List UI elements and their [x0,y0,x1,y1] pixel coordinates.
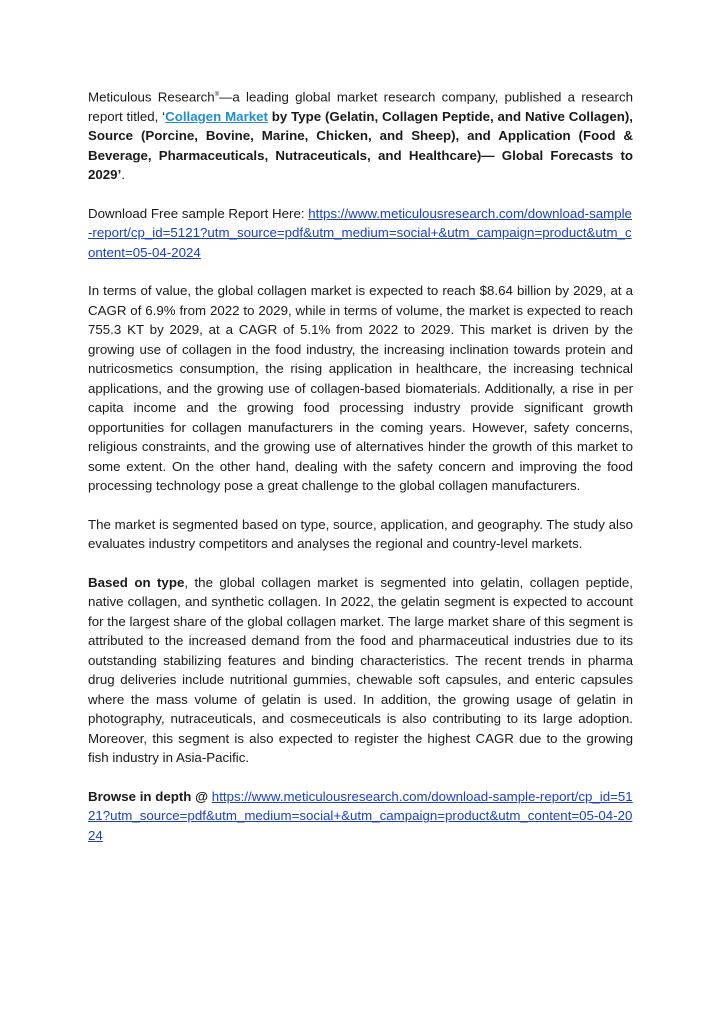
download-label: Download Free sample Report Here: [88,205,309,221]
intro-paragraph [88,86,633,185]
type-paragraph [88,573,633,768]
based-on-type-heading: Based on type [88,574,185,590]
download-sample-link[interactable]: https://www.meticulousresearch.com/download-sample-report/cp_id=5121?utm_source=pdf&utm_medium=social+&utm_campaign=product&utm_content=05-04-2024 [88,205,632,260]
collagen-market-link[interactable]: Collagen Market [165,108,268,124]
intro-text-2: —a leading global market research company, published a research report titled, ‘ [88,89,633,124]
browse-paragraph [88,787,633,846]
download-paragraph [88,204,633,263]
document-page [88,86,633,845]
browse-in-depth-link[interactable]: https://www.meticulousresearch.com/download-sample-report/cp_id=5121?utm_source=pdf&utm_medium=social+&utm_campaign=product&utm_content=05-04-2024 [88,788,633,843]
market-value-paragraph: In terms of value, the global collagen market is expected to reach $8.64 billion by 2029, at a CAGR of 6.9% from 2022 to 2029, while in terms of volume, the market is expected to reach 755.3 KT by 2029, at a CAGR of 5.1% from 2022 to 2029. This market is driven by the growing use of collagen in the food industry, the increasing inclination towards protein and nutricosmetics consumption, the rising application in healthcare, the increasing technical applications, and the growing use of collagen-based biomaterials. Additionally, a rise in per capita income and the growing food processing industry provide significant growth opportunities for collagen manufacturers in the coming years. However, safety concerns, religious constraints, and the growing use of alternatives hinder the growth of this market to some extent. On the other hand, dealing with the safety concern and improving the food processing technology pose a great challenge to the global collagen manufacturers. [88,283,633,494]
type-paragraph-body: , the global collagen market is segmented into gelatin, collagen peptide, native collagen, and synthetic collagen. In 2022, the gelatin segment is expected to account for the largest share of the global collagen market. The large market share of this segment is attributed to the increased demand from the food and pharmaceutical industries due to its outstanding stabilizing features and binding characteristics. The recent trends in pharma drug deliveries include nutritional gummies, chewable soft capsules, and enteric capsules where the mass volume of gelatin is used. In addition, the growing usage of gelatin in photography, nutraceuticals, and cosmeceuticals is also contributing to its large adoption. Moreover, this segment is also expected to register the highest CAGR due to the growing fish industry in Asia-Pacific. [88,574,634,766]
intro-text-1: Meticulous Research [88,89,215,105]
report-title: by Type (Gelatin, Collagen Peptide, and Native Collagen), Source (Porcine, Bovine, Marine, Chicken, and Sheep), and Application (Food & Beverage, Pharmaceuticals, Nutraceuticals, and Healthcare)— Global Forecasts to 2029’ [88,108,633,183]
intro-end: . [121,167,125,183]
registered-mark: ® [214,92,220,98]
browse-label: Browse in depth @ [88,788,212,804]
segmentation-paragraph: The market is segmented based on type, source, application, and geography. The study also evaluates industry competitors and analyses the regional and country-level markets. [88,516,633,552]
